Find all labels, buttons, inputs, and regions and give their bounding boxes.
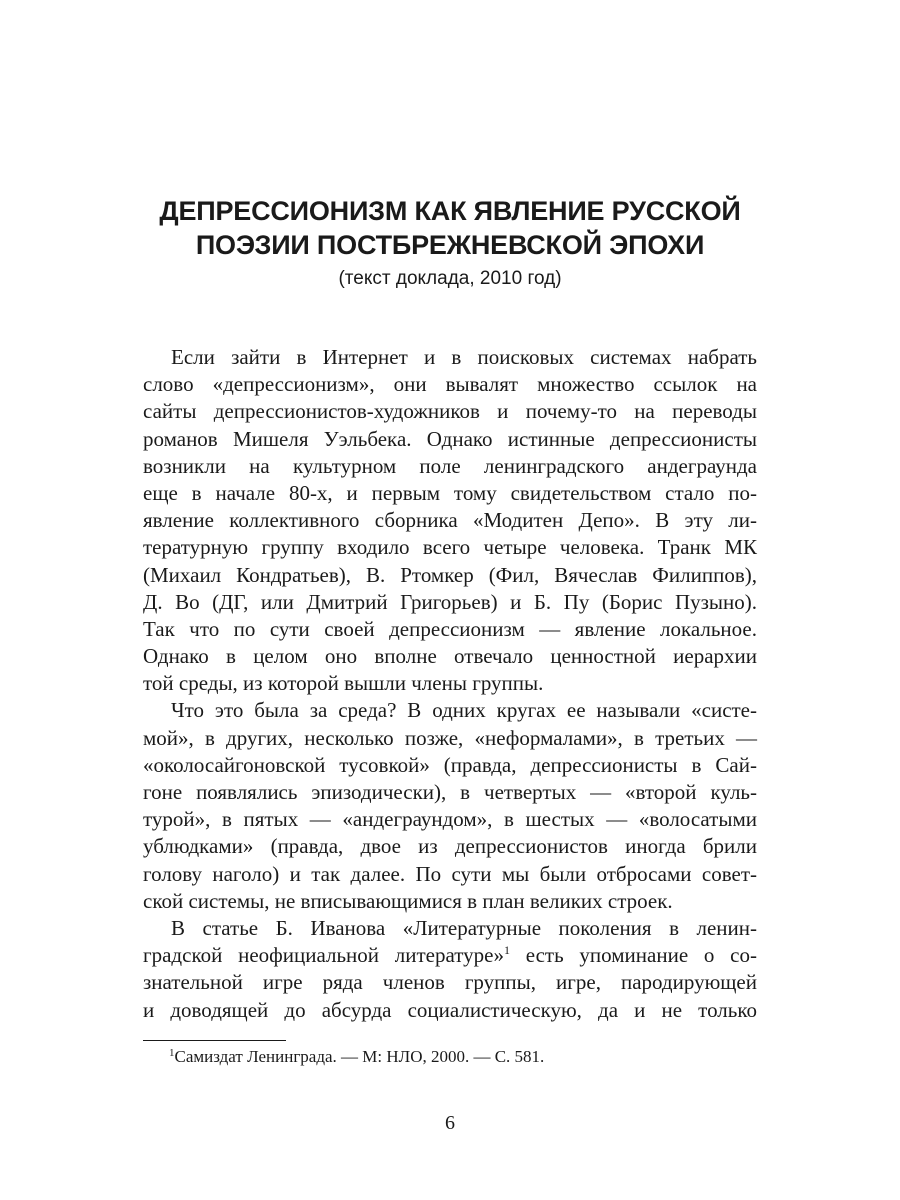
chapter-title <box>100 194 800 262</box>
chapter-subtitle: (текст доклада, 2010 год) <box>338 268 562 289</box>
text-line: романов Мишеля Уэльбека. Однако истинные депрессионисты <box>143 426 757 451</box>
text-line: той среды, из которой вышли члены группы. <box>143 671 544 696</box>
text-line: Что это была за среда? В одних кругах ее называли «систе- <box>171 698 757 723</box>
text-line: голову наголо) и так далее. По сути мы были отбросами совет- <box>143 861 757 886</box>
footnote <box>169 1045 544 1069</box>
text-line: еще в начале 80-х, и первым тому свидетельством стало по- <box>143 480 757 505</box>
text-line-part: есть упоминание о со- <box>509 943 757 968</box>
chapter-title-line-1: ДЕПРЕССИОНИЗМ КАК ЯВЛЕНИЕ РУССКОЙ <box>159 196 741 226</box>
text-line: ской системы, не вписывающимися в план великих строек. <box>143 888 673 913</box>
footnote-divider <box>143 1040 286 1041</box>
text-line: (Михаил Кондратьев), В. Ртомкер (Фил, Вячеслав Филиппов), <box>143 562 757 587</box>
text-line: сайты депрессионистов-художников и почему-то на переводы <box>143 399 757 424</box>
text-line-part: градской неофициальной литературе» <box>143 943 504 968</box>
text-line: Если зайти в Интернет и в поисковых системах набрать <box>171 345 757 369</box>
text-line: Так что по сути своей депрессионизм — явление локальное. <box>143 616 757 641</box>
text-line: «околосайгоновской тусовкой» (правда, депрессионисты в Сай- <box>143 752 757 777</box>
page-number: 6 <box>445 1112 455 1134</box>
footnote-marker: 1 <box>169 1047 175 1059</box>
text-line: Д. Во (ДГ, или Дмитрий Григорьев) и Б. Пу (Борис Пузыно). <box>143 589 757 614</box>
text-line: В статье Б. Иванова «Литературные поколения в ленин- <box>171 915 757 940</box>
chapter-title-line-2: ПОЭЗИИ ПОСТБРЕЖНЕВСКОЙ ЭПОХИ <box>195 230 705 260</box>
body-text <box>143 344 757 1024</box>
text-line: Однако в целом оно вполне отвечало ценностной иерархии <box>143 644 757 669</box>
text-line: слово «депрессионизм», они вывалят множество ссылок на <box>143 372 757 397</box>
text-line: мой», в других, несколько позже, «неформалами», в третьих — <box>143 725 757 750</box>
footnote-reference[interactable]: 1 <box>503 943 510 958</box>
text-line: знательной игре ряда членов группы, игре, пародирующей <box>143 970 757 995</box>
text-line-with-footnote <box>143 942 757 969</box>
text-line: и доводящей до абсурда социалистическую, да и не только <box>143 997 757 1022</box>
text-line: ублюдками» (правда, двое из депрессионистов иногда брили <box>143 834 757 859</box>
text-line: турой», в пятых — «андеграундом», в шестых — «волосатыми <box>143 807 757 832</box>
footnote-text: Самиздат Ленинграда. — М: НЛО, 2000. — С. 581. <box>174 1047 545 1066</box>
text-line: явление коллективного сборника «Модитен Депо». В эту ли- <box>143 508 757 533</box>
text-line: тературную группу входило всего четыре человека. Транк МК <box>143 535 757 560</box>
text-line: возникли на культурном поле ленинградского андеграунда <box>143 453 757 478</box>
text-line: гоне появлялись эпизодически), в четвертых — «второй куль- <box>143 780 757 804</box>
